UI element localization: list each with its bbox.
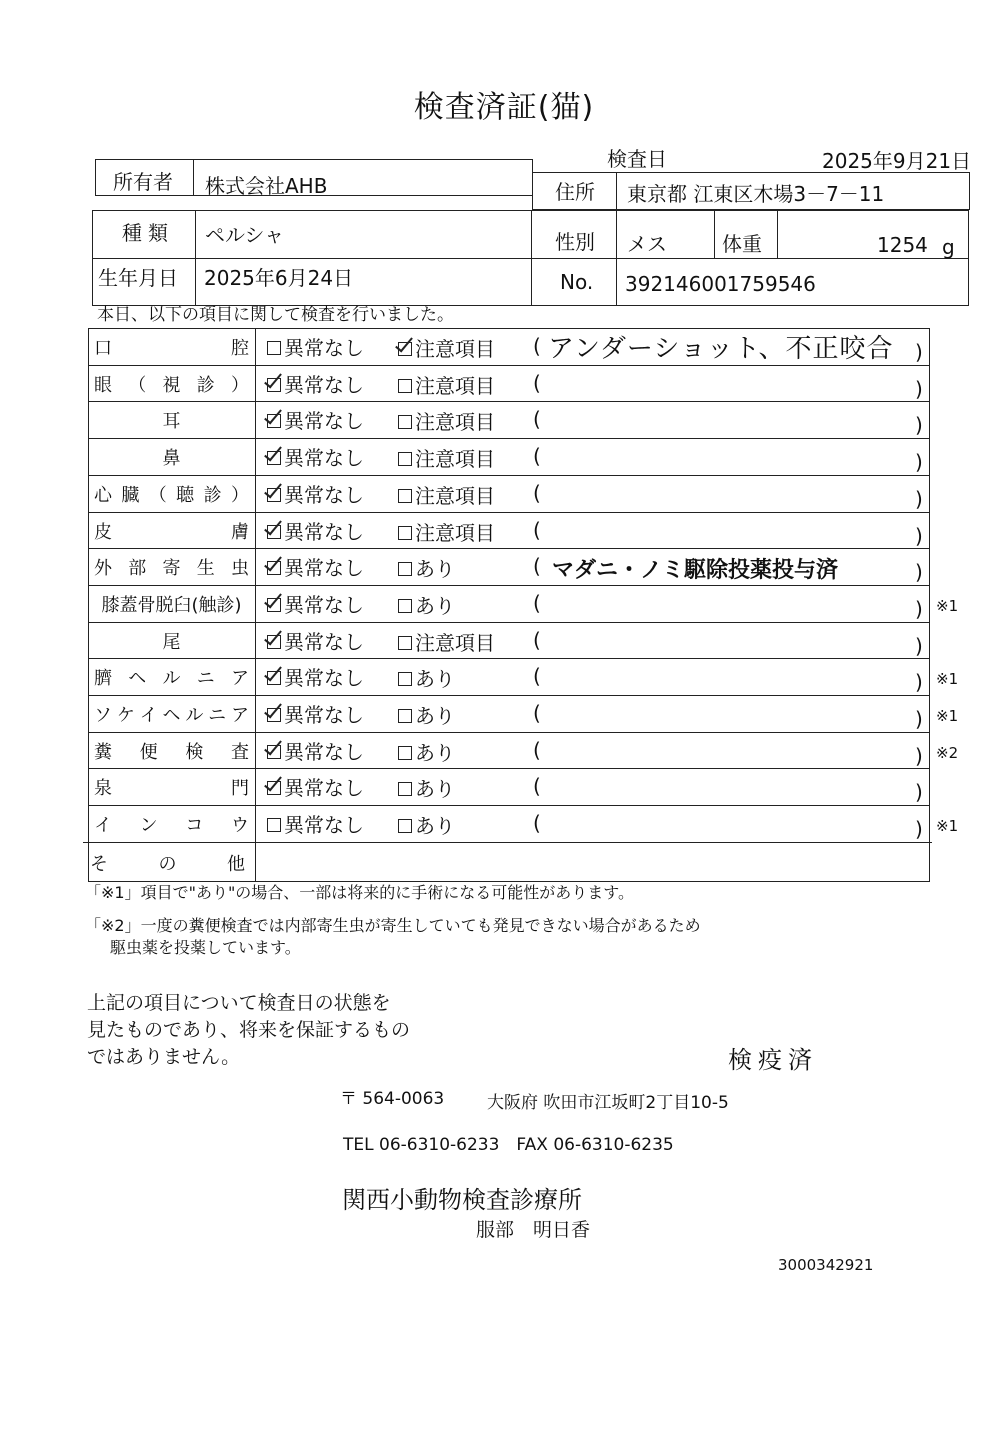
checkbox-label: 異常なし xyxy=(284,813,364,838)
category-char: 臓 xyxy=(121,484,140,506)
category-char: （ xyxy=(128,374,147,396)
checkbox-label: 注意項目 xyxy=(415,337,495,361)
attention-checkbox[interactable] xyxy=(398,590,455,619)
checkbox-label: 異常なし xyxy=(284,519,364,544)
checkbox-label: 異常なし xyxy=(284,336,364,360)
no-abnormality-checkbox[interactable] xyxy=(267,626,364,655)
row-category xyxy=(94,811,249,837)
checkbox-label: あり xyxy=(415,777,455,802)
category-char: ン xyxy=(139,815,158,837)
row-divider xyxy=(88,438,930,439)
open-paren: ( xyxy=(533,444,541,469)
checkbox-label: あり xyxy=(415,557,455,582)
close-paren: ) xyxy=(915,523,923,548)
checkbox-label: 異常なし xyxy=(284,629,364,654)
category-char: 心 xyxy=(94,484,112,506)
footnote-2a: 「※2」一度の糞便検査では内部寄生虫が寄生していても発見できない場合があるため xyxy=(85,916,701,935)
checkbox-label: あり xyxy=(415,704,455,728)
checkbox-label: 注意項目 xyxy=(415,630,495,655)
close-paren: ) xyxy=(915,596,923,621)
footnote-mark: ※2 xyxy=(936,743,959,762)
category-char: 検 xyxy=(185,741,204,763)
address-label: 住所 xyxy=(555,180,595,204)
no-abnormality-checkbox[interactable] xyxy=(267,479,364,508)
close-paren: ) xyxy=(915,560,923,585)
row-divider xyxy=(88,585,930,586)
category-char: 便 xyxy=(139,741,158,763)
dob-value: 2025年6月24日 xyxy=(204,266,354,290)
close-paren: ) xyxy=(915,450,923,475)
checkbox-square[interactable] xyxy=(398,636,412,650)
category-char: （ xyxy=(148,484,167,506)
category-char: 部 xyxy=(128,558,147,580)
attention-checkbox[interactable] xyxy=(398,663,455,692)
no-abnormality-checkbox[interactable] xyxy=(267,809,364,838)
open-paren: ( xyxy=(533,737,541,762)
no-abnormality-checkbox[interactable] xyxy=(267,662,364,691)
checkbox-square[interactable] xyxy=(398,599,412,613)
checkbox-square[interactable] xyxy=(398,452,412,466)
row-category xyxy=(94,774,249,800)
category-char: ル xyxy=(185,705,204,726)
no-abnormality-checkbox[interactable] xyxy=(267,442,364,471)
category-divider xyxy=(255,328,256,882)
row-category xyxy=(94,628,249,654)
close-paren: ) xyxy=(915,707,923,731)
no-abnormality-checkbox[interactable] xyxy=(267,332,364,361)
attention-checkbox[interactable] xyxy=(398,517,495,546)
checkbox-label: 異常なし xyxy=(284,776,364,801)
category-char: ウ xyxy=(230,815,249,837)
row-category xyxy=(94,738,249,764)
category-char: ） xyxy=(230,484,249,506)
category-char: ニ xyxy=(196,668,215,690)
category-char: 糞 xyxy=(94,741,112,763)
no-abnormality-checkbox[interactable] xyxy=(267,369,364,398)
footnote-mark: ※1 xyxy=(936,707,959,725)
checkbox-label: 異常なし xyxy=(284,556,364,581)
row-category xyxy=(94,371,249,397)
category-char: ア xyxy=(230,705,249,726)
open-paren: ( xyxy=(533,480,541,505)
category-char: ケ xyxy=(116,705,135,726)
row-divider xyxy=(88,512,930,513)
attention-checkbox[interactable] xyxy=(398,370,495,399)
checkbox-square[interactable] xyxy=(398,379,412,393)
row-category xyxy=(94,334,249,360)
category-char: 視 xyxy=(162,374,181,396)
category-char: ル xyxy=(162,668,181,690)
attention-checkbox[interactable] xyxy=(398,810,455,839)
category-char: イ xyxy=(94,815,112,837)
row-divider xyxy=(88,548,930,549)
checkbox-square[interactable] xyxy=(398,489,412,503)
category-char: 門 xyxy=(231,778,249,800)
row-note: マダニ・ノミ駆除投薬投与済 xyxy=(552,558,839,584)
weight-value: 1254 xyxy=(877,233,928,257)
category-char: 腔 xyxy=(231,338,249,359)
checkbox-square[interactable] xyxy=(398,672,412,686)
checkbox-square[interactable] xyxy=(267,525,281,539)
document-title: 検査済証(猫) xyxy=(413,90,595,125)
attention-checkbox[interactable] xyxy=(398,700,455,729)
row-category xyxy=(94,444,249,470)
breed-label: 種類 xyxy=(122,221,174,245)
category-char: 診 xyxy=(203,484,222,506)
checkbox-label: あり xyxy=(415,593,455,618)
checkbox-label: 異常なし xyxy=(284,372,364,397)
close-paren: ) xyxy=(915,486,923,511)
open-paren: ( xyxy=(533,664,541,689)
category-char: そ xyxy=(90,853,108,875)
document-number: 3000342921 xyxy=(778,1256,874,1274)
category-char: ソ xyxy=(94,705,112,726)
category-char: ヘ xyxy=(162,705,181,726)
category-char: コ xyxy=(185,815,204,837)
category-char: ア xyxy=(231,668,249,690)
no-label: No. xyxy=(560,270,594,294)
disclaimer-line: 見たものであり、将来を保証するもの xyxy=(87,1019,411,1041)
no-abnormality-checkbox[interactable] xyxy=(267,699,364,728)
weight-unit: g xyxy=(942,235,955,259)
footnote-mark: ※1 xyxy=(936,817,959,836)
owner-label: 所有者 xyxy=(113,170,173,194)
dob-label: 生年月日 xyxy=(98,266,178,290)
attention-checkbox[interactable] xyxy=(398,553,455,582)
open-paren: ( xyxy=(533,590,541,615)
checkbox-square[interactable] xyxy=(398,819,412,833)
disclaimer-line: 上記の項目について検査日の状態を xyxy=(87,992,391,1014)
category-char: 聴 xyxy=(176,484,195,506)
checkbox-square[interactable] xyxy=(398,709,412,723)
row-divider xyxy=(88,805,930,806)
footnote-1: 「※1」項目で"あり"の場合、一部は将来的に手術になる可能性があります。 xyxy=(85,883,635,902)
category-char: 外 xyxy=(94,558,112,580)
checkbox-label: 注意項目 xyxy=(415,483,495,508)
category-char: 生 xyxy=(196,558,215,580)
checkbox-label: あり xyxy=(415,814,455,839)
row-divider xyxy=(88,401,930,402)
checkbox-label: 異常なし xyxy=(284,739,364,764)
checkbox-square[interactable] xyxy=(267,818,281,832)
checkbox-label: 異常なし xyxy=(284,703,364,727)
checkbox-square[interactable] xyxy=(267,561,281,575)
category-char: ニ xyxy=(208,705,227,726)
category-char: 膝蓋骨脱臼(触診) xyxy=(101,594,242,616)
close-paren: ) xyxy=(915,376,923,401)
checkbox-square[interactable] xyxy=(398,562,412,576)
footnote-mark: ※1 xyxy=(936,670,959,689)
open-paren: ( xyxy=(533,517,541,542)
quarantine-stamp: 検疫済 xyxy=(728,1046,818,1074)
attention-checkbox[interactable] xyxy=(398,737,455,766)
disclaimer-line: ではありません。 xyxy=(87,1046,241,1068)
postal-code: 〒 564-0063 xyxy=(340,1089,445,1109)
checkbox-square[interactable] xyxy=(267,635,281,649)
checkbox-label: 注意項目 xyxy=(415,373,495,398)
no-abnormality-checkbox[interactable] xyxy=(267,772,364,801)
row-divider xyxy=(88,768,930,769)
no-abnormality-checkbox[interactable] xyxy=(267,516,364,545)
sex-value: メス xyxy=(627,232,667,256)
open-paren: ( xyxy=(533,774,541,799)
category-char: 鼻 xyxy=(162,448,181,470)
close-paren: ) xyxy=(915,817,923,842)
row-category xyxy=(94,407,249,433)
row-category xyxy=(94,518,249,544)
attention-checkbox[interactable] xyxy=(398,333,495,362)
attention-checkbox[interactable] xyxy=(398,406,495,435)
intro-text: 本日、以下の項目に関して検査を行いました。 xyxy=(97,305,454,325)
close-paren: ) xyxy=(915,670,923,695)
checkbox-label: 注意項目 xyxy=(415,447,495,472)
category-char: 口 xyxy=(94,338,112,359)
attention-checkbox[interactable] xyxy=(398,480,495,509)
row-divider xyxy=(88,475,930,476)
row-category xyxy=(94,664,249,690)
checkbox-label: 異常なし xyxy=(284,666,364,691)
open-paren: ( xyxy=(533,627,541,652)
close-paren: ) xyxy=(915,340,923,364)
owner-value: 株式会社AHB xyxy=(205,174,328,198)
footnote-2b: 駆虫薬を投薬しています。 xyxy=(110,938,301,957)
checkbox-label: あり xyxy=(415,740,455,765)
row-note: アンダーショット、不正咬合 xyxy=(548,334,894,364)
attention-checkbox[interactable] xyxy=(398,627,495,656)
checkbox-label: 異常なし xyxy=(284,446,364,471)
clinic-phone: TEL 06-6310-6233 FAX 06-6310-6235 xyxy=(343,1135,674,1155)
checkbox-label: 異常なし xyxy=(284,482,364,507)
row-category xyxy=(94,554,249,580)
category-char: 尾 xyxy=(162,631,181,653)
category-char: 泉 xyxy=(94,778,112,800)
checkbox-square[interactable] xyxy=(398,415,412,429)
row-category xyxy=(94,701,249,727)
checkbox-square[interactable] xyxy=(267,488,281,502)
close-paren: ) xyxy=(915,413,923,438)
breed-value: ペルシャ xyxy=(205,223,285,247)
close-paren: ) xyxy=(915,780,923,805)
sex-label: 性別 xyxy=(555,230,595,254)
category-char: ） xyxy=(231,374,249,396)
checkbox-label: 注意項目 xyxy=(415,520,495,545)
row-category-other xyxy=(90,850,245,876)
open-paren: ( xyxy=(533,701,541,725)
checkbox-square[interactable] xyxy=(398,782,412,796)
checkbox-label: あり xyxy=(415,667,455,692)
open-paren: ( xyxy=(533,811,541,836)
category-char: 他 xyxy=(227,853,245,875)
row-divider xyxy=(88,695,930,696)
row-divider xyxy=(83,842,932,843)
checkbox-square[interactable] xyxy=(267,341,281,355)
attention-checkbox[interactable] xyxy=(398,443,495,472)
category-char: 皮 xyxy=(94,521,112,543)
checkbox-square[interactable] xyxy=(267,414,281,428)
checkbox-square[interactable] xyxy=(267,781,281,795)
doctor-name: 服部 明日香 xyxy=(476,1219,591,1241)
checkbox-label: 異常なし xyxy=(284,592,364,617)
checkbox-square[interactable] xyxy=(398,526,412,540)
exam-date: 2025年9月21日 xyxy=(822,149,972,173)
no-abnormality-checkbox[interactable] xyxy=(267,552,364,581)
category-char: 臍 xyxy=(94,668,112,690)
category-char: 査 xyxy=(230,741,249,763)
no-abnormality-checkbox[interactable] xyxy=(267,736,364,765)
exam-date-label: 検査日 xyxy=(607,147,667,171)
checkbox-square[interactable] xyxy=(267,671,281,685)
row-category xyxy=(94,481,249,507)
weight-label: 体重 xyxy=(722,232,762,256)
row-category xyxy=(94,591,249,617)
no-abnormality-checkbox[interactable] xyxy=(267,589,364,618)
checkbox-label: 異常なし xyxy=(284,409,364,434)
checkbox-square[interactable] xyxy=(267,451,281,465)
row-divider xyxy=(88,622,930,623)
address-value: 東京都 江東区木場3－7－11 xyxy=(627,182,885,206)
checkbox-label: 注意項目 xyxy=(415,410,495,435)
open-paren: ( xyxy=(533,370,541,395)
row-divider xyxy=(88,732,930,733)
disclaimer xyxy=(87,990,410,1071)
checkbox-square[interactable] xyxy=(267,378,281,392)
row-divider xyxy=(88,365,930,366)
checkbox-square[interactable] xyxy=(267,598,281,612)
category-char: 診 xyxy=(196,374,215,396)
row-divider xyxy=(88,658,930,659)
close-paren: ) xyxy=(915,743,923,768)
category-char: 耳 xyxy=(162,411,181,433)
open-paren: ( xyxy=(533,407,541,432)
checkbox-square[interactable] xyxy=(398,342,412,356)
category-char: イ xyxy=(139,705,158,726)
clinic-name: 関西小動物検査診療所 xyxy=(342,1186,582,1214)
close-paren: ) xyxy=(915,633,923,658)
open-paren: ( xyxy=(533,334,541,358)
category-char: 寄 xyxy=(162,558,181,580)
category-char: ヘ xyxy=(128,668,147,690)
attention-checkbox[interactable] xyxy=(398,773,455,802)
category-char: の xyxy=(158,853,177,875)
category-char: 眼 xyxy=(94,374,112,396)
checkbox-square[interactable] xyxy=(398,746,412,760)
no-value: 392146001759546 xyxy=(625,272,816,296)
footnote-mark: ※1 xyxy=(936,596,959,615)
checkbox-square[interactable] xyxy=(267,708,281,722)
open-paren: ( xyxy=(533,554,541,579)
no-abnormality-checkbox[interactable] xyxy=(267,405,364,434)
category-char: 膚 xyxy=(231,521,249,543)
clinic-address: 大阪府 吹田市江坂町2丁目10-5 xyxy=(487,1093,729,1113)
checkbox-square[interactable] xyxy=(267,745,281,759)
category-char: 虫 xyxy=(231,558,249,580)
